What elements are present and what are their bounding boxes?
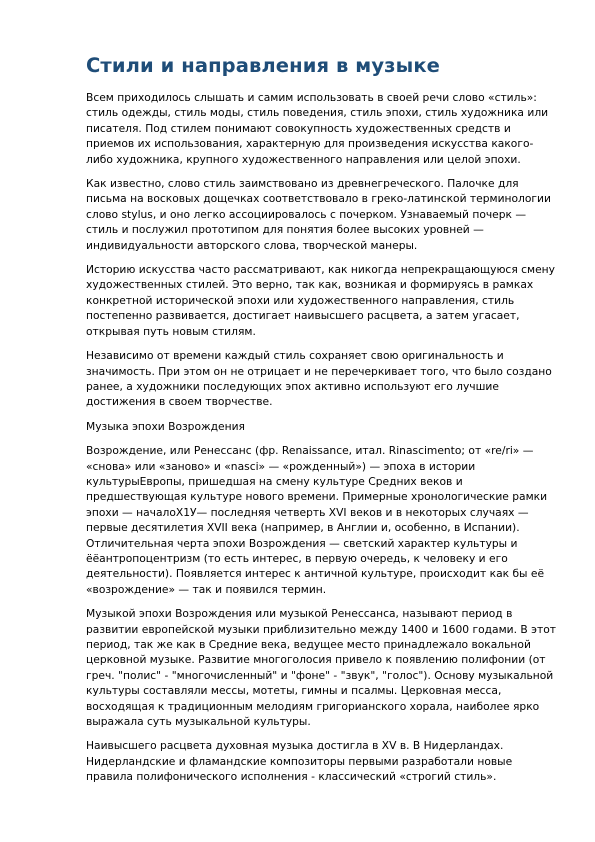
text-line: письма на восковых дощечках соответствовало в греко-латинской терминологии xyxy=(86,192,551,206)
text-line: стиль одежды, стиль моды, стиль поведения, стиль эпохи, стиль художника или xyxy=(86,106,549,120)
paragraph xyxy=(86,738,539,784)
text-line: период, так же как в Средние века, ведущее место принадлежало вокальной xyxy=(86,638,531,651)
text-line: Нидерландские и фламандские композиторы первыми разработали новые xyxy=(86,754,513,768)
section-heading: Музыка эпохи Возрождения xyxy=(86,419,245,433)
text-line: Возрождение, или Ренессанс (фр. Renaissance, итал. Rinascimento; от «re/ri» — xyxy=(86,444,534,458)
text-line: открывая путь новым стилям. xyxy=(86,324,256,338)
text-line: художественных стилей. Это верно, так как, возникая и формируясь в рамках xyxy=(86,278,534,292)
text-line: предшествующая культуре нового времени. Примерные хронологические рамки xyxy=(86,490,548,504)
text-line: конкретной исторической эпохи или художественного направления, стиль xyxy=(86,293,515,307)
text-line: «возрождение» — так и появился термин. xyxy=(86,582,327,596)
text-line: первые десятилетия XVII века (например, в Англии и, особенно, в Испании). xyxy=(86,521,520,535)
renaissance-section xyxy=(86,443,556,785)
text-line: стиль и послужил прототипом для понятия более высоких уровней — xyxy=(86,223,484,237)
paragraph xyxy=(86,443,548,597)
paragraph xyxy=(86,348,552,410)
text-line: Независимо от времени каждый стиль сохраняет свою оригинальность и xyxy=(86,349,504,363)
text-line: Как известно, слово стиль заимствовано из древнегреческого. Палочке для xyxy=(86,177,519,191)
text-line: Всем приходилось слышать и самим использовать в своей речи слово «стиль»: xyxy=(86,91,537,104)
paragraph xyxy=(86,606,556,729)
text-line: ранее, а художники последующих эпох активно используют его лучшие xyxy=(86,379,499,393)
text-line: Историю искусства часто рассматривают, как никогда непрекращающуюся смену xyxy=(86,263,555,277)
text-line: культуры составляли мессы, мотеты, гимны и псалмы. Церковная месса, xyxy=(86,684,502,698)
text-line: восходящая к традиционным мелодиям григорианского хорала, наиболее ярко xyxy=(86,699,540,713)
text-line: культурыЕвропы, пришедшая на смену культуре Средних веков и xyxy=(86,474,463,488)
text-line: либо художника, крупного художественного направления или целой эпохи. xyxy=(86,152,521,166)
text-line: индивидуальности авторского слова, творческой манеры. xyxy=(86,238,418,252)
text-line: значимость. При этом он не отрицает и не перечеркивает того, что было создано xyxy=(86,364,552,378)
text-line: выражала суть музыкальной культуры. xyxy=(86,715,311,729)
paragraph xyxy=(86,176,551,253)
text-line: Музыкой эпохи Возрождения или музыкой Ренессанса, называют период в xyxy=(86,607,513,621)
text-line: греч. "полис" - "многочисленный" и "фоне" - "звук", "голос"). Основу музыкальной xyxy=(86,668,554,682)
text-line: Наивысшего расцвета духовная музыка достигла в XV в. В Нидерландах. xyxy=(86,739,504,753)
paragraph xyxy=(86,262,555,339)
text-line: деятельности). Появляется интерес к античной культуре, происходит как бы её xyxy=(86,567,545,581)
text-line: достижения в своем творчестве. xyxy=(86,395,273,409)
text-line: ёёантропоцентризм (то есть интерес, в первую очередь, к человеку и его xyxy=(86,551,508,565)
text-line: правила полифонического исполнения - классический «строгий стиль». xyxy=(86,770,497,784)
text-line: церковной музыке. Развитие многоголосия привело к появлению полифонии (от xyxy=(86,653,546,667)
text-line: приемов их использования, характерную для произведения искусства какого- xyxy=(86,137,534,151)
text-line: писателя. Под стилем понимают совокупность художественных средств и xyxy=(86,121,511,135)
intro-section xyxy=(86,90,555,410)
text-line: постепенно развивается, достигает наивысшего расцвета, а затем угасает, xyxy=(86,309,520,323)
text-line: эпохи — началоХ1У— последняя четверть XVI веков и в некоторых случаях — xyxy=(86,505,529,519)
document-title: Стили и направления в музыке xyxy=(86,54,440,77)
text-line: развитии европейской музыки приблизительно между 1400 и 1600 годами. В этот xyxy=(86,622,556,636)
text-line: Отличительная черта эпохи Возрождения — светский характер культуры и xyxy=(86,536,518,550)
text-line: «снова» или «заново» и «nasci» — «рожденный») — эпоха в истории xyxy=(86,459,476,473)
paragraph xyxy=(86,90,549,167)
text-line: слово stylus, и оно легко ассоциировалось с почерком. Узнаваемый почерк — xyxy=(86,207,527,221)
